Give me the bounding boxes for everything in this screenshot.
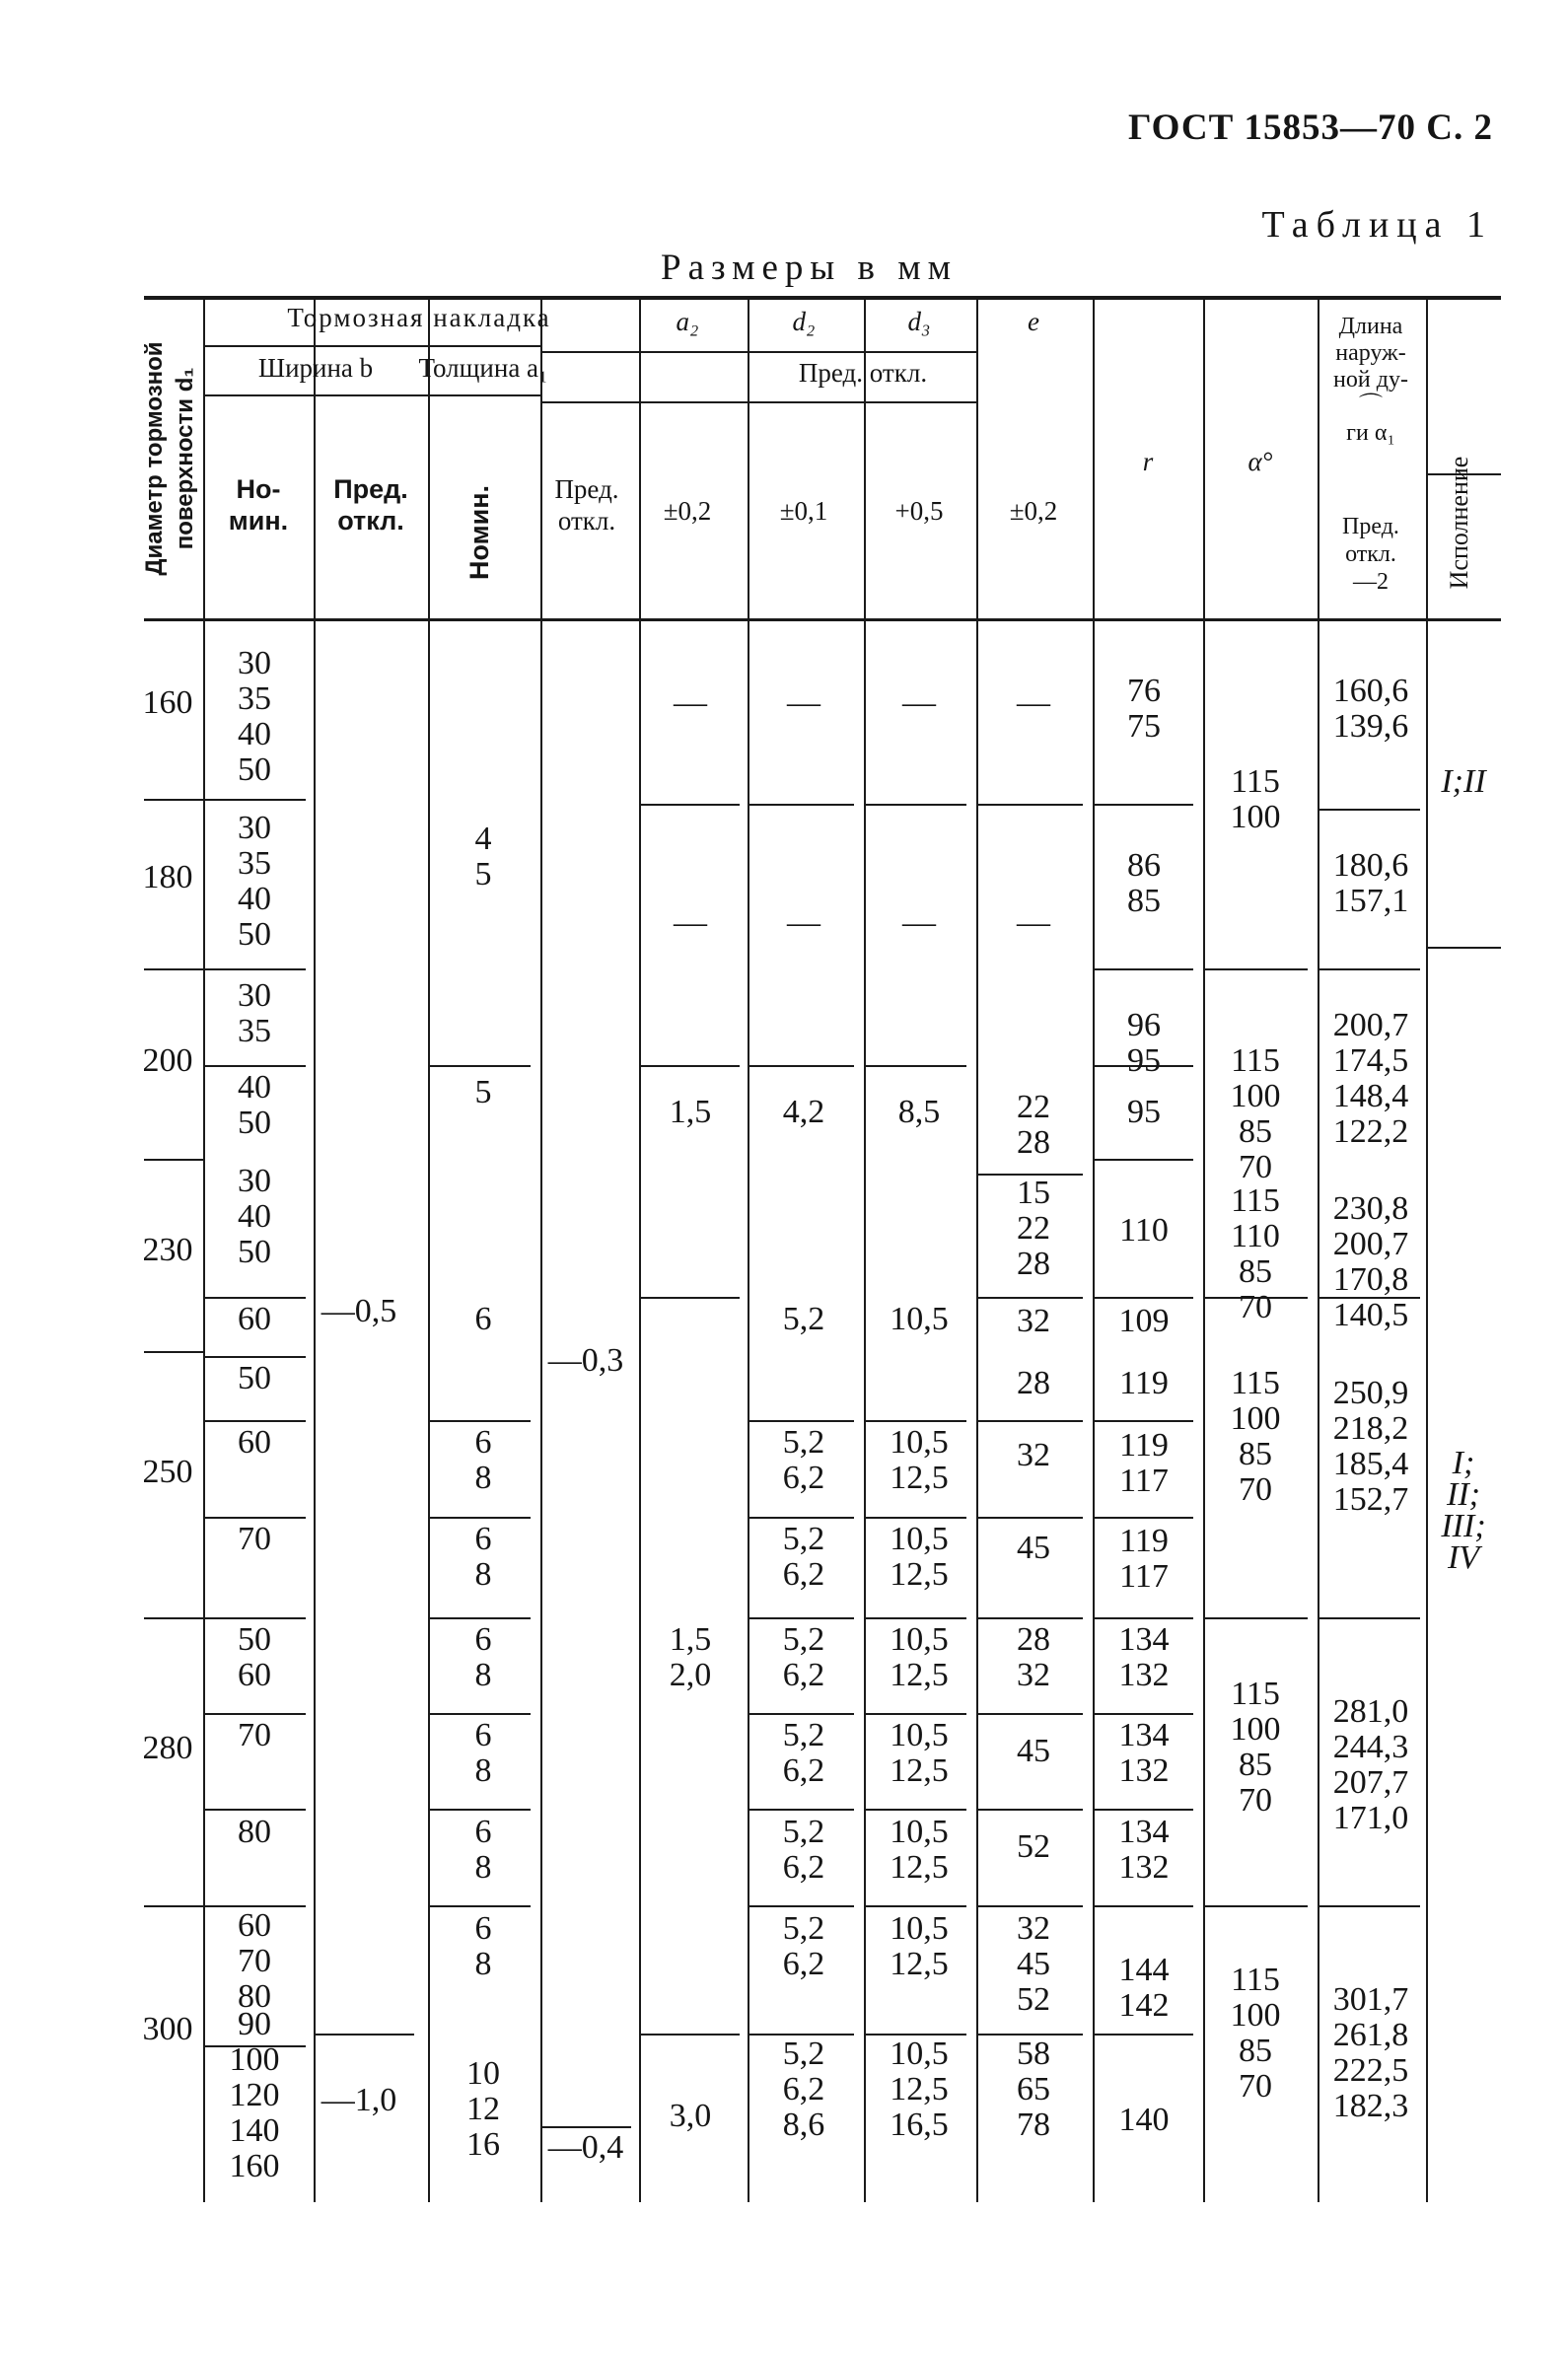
thickness-nominal: 6 8 <box>474 1910 492 1982</box>
e-value: 32 45 52 <box>1017 1910 1050 2018</box>
rule-line <box>428 1905 531 1907</box>
width-nominal: 30 35 40 50 <box>238 645 271 788</box>
d3-value: — <box>902 904 936 941</box>
rule-line <box>203 1617 306 1619</box>
header-dev-group: Пред. откл. <box>798 358 928 388</box>
r-value: 119 <box>1119 1365 1169 1401</box>
width-deviation: —1,0 <box>321 2082 397 2118</box>
arc-length-value: 200,7 174,5 148,4 122,2 <box>1332 1007 1409 1150</box>
e-value: 45 <box>1017 1530 1050 1566</box>
alpha-value: 115 100 85 70 <box>1230 1042 1281 1185</box>
rule-line <box>1318 1617 1420 1619</box>
d1-value: 250 <box>142 1454 193 1490</box>
rule-line <box>976 1713 1083 1715</box>
rule-line <box>203 1356 306 1358</box>
d2-value: 5,2 6,2 <box>782 1424 825 1496</box>
rule-line <box>748 1809 854 1811</box>
header-tol-a2: ±0,2 <box>663 496 712 526</box>
r-value: 119 117 <box>1119 1523 1169 1595</box>
header-tol-d3: +0,5 <box>894 496 944 526</box>
thickness-deviation: —0,3 <box>547 1342 624 1379</box>
a2-value: 1,5 2,0 <box>669 1621 712 1693</box>
rule-line <box>428 1809 531 1811</box>
rule-line <box>976 296 978 2202</box>
d2-value: 5,2 6,2 <box>782 1910 825 1982</box>
r-value: 134 132 <box>1118 1717 1170 1789</box>
r-value: 109 <box>1118 1303 1170 1339</box>
d3-value: 10,5 12,5 <box>890 1814 949 1886</box>
rule-line <box>748 1617 854 1619</box>
width-nominal: 40 50 <box>238 1069 271 1141</box>
r-value: 134 132 <box>1118 1814 1170 1886</box>
rule-line <box>976 1905 1083 1907</box>
e-value: 15 22 28 <box>1017 1175 1050 1282</box>
thickness-nominal: 5 <box>474 1074 492 1110</box>
thickness-nominal: 6 8 <box>474 1717 492 1789</box>
rule-line <box>428 1617 531 1619</box>
header-d3: d₃ <box>907 307 931 336</box>
d3-value: 10,5 12,5 <box>890 1717 949 1789</box>
r-value: 86 85 <box>1127 847 1161 919</box>
rule-line <box>748 1065 854 1067</box>
header-thickness: Толщина a₁ <box>418 353 548 383</box>
d3-value: 10,5 12,5 <box>890 1910 949 1982</box>
d3-value: 10,5 12,5 <box>890 1521 949 1593</box>
a2-value: 3,0 <box>669 2098 712 2134</box>
rule-line <box>1093 1420 1193 1422</box>
rule-line <box>144 1159 203 1161</box>
width-nominal: 30 40 50 <box>238 1163 271 1270</box>
d2-value: — <box>787 904 820 941</box>
r-value: 144 142 <box>1118 1952 1170 2024</box>
arc-length-value: 230,8 200,7 170,8 140,5 <box>1332 1190 1409 1333</box>
rule-line <box>1203 1617 1308 1619</box>
header-arc-dev: Пред. откл. —2 <box>1342 514 1399 595</box>
e-value: 45 <box>1017 1733 1050 1769</box>
thickness-nominal: 6 8 <box>474 1424 492 1496</box>
e-value: 52 <box>1017 1828 1050 1865</box>
rule-line <box>1318 968 1420 970</box>
alpha-value: 115 100 85 70 <box>1230 1365 1281 1508</box>
width-nominal: 70 <box>238 1717 271 1753</box>
e-value: 28 <box>1017 1365 1050 1401</box>
rule-line <box>864 1065 966 1067</box>
rule-line <box>203 1809 306 1811</box>
rule-line <box>1093 1517 1193 1519</box>
arc-length-value: 250,9 218,2 185,4 152,7 <box>1332 1375 1409 1518</box>
width-nominal: 60 70 80 <box>238 1907 271 2015</box>
thickness-nominal: 4 5 <box>474 821 492 893</box>
e-value: — <box>1017 904 1050 941</box>
d3-value: 8,5 <box>897 1094 941 1130</box>
d1-value: 300 <box>142 2011 193 2047</box>
rule-line <box>144 968 203 970</box>
execution-value: I;II <box>1441 763 1486 800</box>
rule-line <box>540 2126 631 2128</box>
width-nominal: 50 <box>238 1360 271 1396</box>
rule-line <box>1318 296 1319 2202</box>
rule-line <box>1093 1905 1193 1907</box>
header-nom-b: Но- мин. <box>228 474 289 536</box>
thickness-nominal: 10 12 16 <box>466 2055 500 2163</box>
width-nominal: 60 <box>238 1424 271 1461</box>
e-value: 22 28 <box>1017 1089 1050 1161</box>
r-value: 119 117 <box>1119 1427 1169 1499</box>
rule-line <box>1203 296 1205 2202</box>
d3-value: 10,5 12,5 <box>890 1621 949 1693</box>
rule-line <box>314 394 316 618</box>
rule-line <box>144 1905 203 1907</box>
rule-line <box>748 1517 854 1519</box>
d2-value: 5,2 6,2 <box>782 1717 825 1789</box>
d2-value: 5,2 6,2 <box>782 1814 825 1886</box>
alpha-value: 115 110 85 70 <box>1231 1182 1280 1325</box>
rule-line <box>1318 1905 1420 1907</box>
header-tol-d2: ±0,1 <box>779 496 828 526</box>
e-value: 28 32 <box>1017 1621 1050 1693</box>
rule-line <box>144 296 1501 300</box>
rule-line <box>864 296 866 2202</box>
rule-line <box>976 1517 1083 1519</box>
e-value: — <box>1017 684 1050 721</box>
header-nom-a1: Номин. <box>464 484 494 581</box>
r-value: 110 <box>1119 1212 1169 1249</box>
rule-line <box>864 804 966 806</box>
e-value: 58 65 78 <box>1017 2036 1050 2143</box>
rule-line <box>203 1065 306 1067</box>
width-nominal: 80 <box>238 1814 271 1850</box>
rule-line <box>428 1420 531 1422</box>
rule-line <box>976 804 1083 806</box>
rule-line <box>976 1297 1083 1299</box>
width-nominal: 30 35 <box>238 977 271 1049</box>
d1-value: 180 <box>142 859 193 895</box>
rule-line <box>1426 947 1501 949</box>
rule-line <box>540 351 976 353</box>
rule-line <box>1203 1905 1308 1907</box>
d3-value: 10,5 12,5 <box>890 1424 949 1496</box>
rule-line <box>976 1420 1083 1422</box>
rule-line <box>144 618 1501 621</box>
r-value: 134 132 <box>1118 1621 1170 1693</box>
rule-line <box>203 394 540 396</box>
units-caption: Размеры в мм <box>661 248 959 288</box>
width-nominal: 70 <box>238 1521 271 1557</box>
rule-line <box>639 2034 740 2036</box>
header-execution: Исполнение <box>1445 456 1473 590</box>
thickness-nominal: 6 8 <box>474 1814 492 1886</box>
d1-value: 200 <box>142 1042 193 1079</box>
d2-value: — <box>787 684 820 721</box>
rule-line <box>203 799 306 801</box>
d2-value: 4,2 <box>782 1094 825 1130</box>
rule-line <box>428 355 430 618</box>
width-nominal: 90 100 120 140 160 <box>229 2006 280 2184</box>
thickness-deviation: —0,4 <box>547 2129 624 2166</box>
rule-line <box>864 1617 966 1619</box>
header-d1: Диаметр тормозной поверхности d₁ <box>141 341 198 576</box>
rule-line <box>1093 296 1095 2202</box>
rule-line <box>428 1517 531 1519</box>
d3-value: — <box>902 684 936 721</box>
header-dev-b: Пред. откл. <box>333 474 408 536</box>
header-width: Ширина b <box>257 353 374 383</box>
rule-line <box>864 1420 966 1422</box>
e-value: 32 <box>1017 1437 1050 1473</box>
rule-line <box>639 1065 740 1067</box>
rule-line <box>748 804 854 806</box>
d2-value: 5,2 6,2 <box>782 1621 825 1693</box>
rule-line <box>1093 1617 1193 1619</box>
d1-value: 280 <box>142 1730 193 1766</box>
rule-line <box>540 401 976 403</box>
rule-line <box>864 1809 966 1811</box>
rule-line <box>203 345 540 347</box>
d3-value: 10,5 <box>890 1301 949 1337</box>
rule-line <box>639 296 641 2202</box>
d2-value: 5,2 6,2 <box>782 1521 825 1593</box>
rule-line <box>976 1809 1083 1811</box>
r-value: 76 75 <box>1127 673 1161 745</box>
e-value: 32 <box>1017 1303 1050 1339</box>
arc-length-value: 180,6 157,1 <box>1332 847 1409 919</box>
header-e: e <box>1028 307 1039 336</box>
rule-line <box>976 1617 1083 1619</box>
a2-value: — <box>674 904 707 941</box>
rule-line <box>864 1517 966 1519</box>
a2-value: 1,5 <box>669 1094 712 1130</box>
rule-line <box>639 1297 740 1299</box>
header-a2: a₂ <box>676 307 699 336</box>
header-arc: Длина наруж- ной ду- ⌒ ги α₁ <box>1333 314 1408 446</box>
alpha-value: 115 100 85 70 <box>1230 1676 1281 1819</box>
rule-line <box>864 1713 966 1715</box>
rule-line <box>203 1420 306 1422</box>
arc-length-value: 160,6 139,6 <box>1332 673 1409 745</box>
rule-line <box>203 1517 306 1519</box>
width-nominal: 30 35 40 50 <box>238 810 271 953</box>
rule-line <box>428 1065 531 1067</box>
header-alpha: α° <box>1247 447 1273 476</box>
header-dev-a1: Пред. откл. <box>554 474 619 536</box>
rule-line <box>314 2034 414 2036</box>
rule-line <box>1093 2034 1193 2036</box>
header-d2: d₂ <box>792 307 816 336</box>
page-header: ГОСТ 15853—70 С. 2 <box>1128 107 1493 148</box>
rule-line <box>1093 1159 1193 1161</box>
rule-line <box>1093 804 1193 806</box>
rule-line <box>428 1713 531 1715</box>
r-value: 95 <box>1127 1094 1161 1130</box>
width-nominal: 60 <box>238 1301 271 1337</box>
rule-line <box>540 296 542 2202</box>
rule-line <box>1426 296 1428 2202</box>
thickness-nominal: 6 8 <box>474 1621 492 1693</box>
rule-line <box>1093 1809 1193 1811</box>
header-tol-e: ±0,2 <box>1009 496 1058 526</box>
r-value: 96 95 <box>1127 1007 1161 1079</box>
rule-line <box>1093 968 1193 970</box>
rule-line <box>864 1905 966 1907</box>
rule-line <box>203 1713 306 1715</box>
rule-line <box>748 1420 854 1422</box>
d2-value: 5,2 6,2 8,6 <box>782 2036 825 2143</box>
rule-line <box>748 296 749 2202</box>
alpha-value: 115 100 <box>1230 763 1281 835</box>
rule-line <box>748 1905 854 1907</box>
rule-line <box>144 799 203 801</box>
alpha-value: 115 100 85 70 <box>1230 1962 1281 2105</box>
table-number: Таблица 1 <box>1261 204 1493 246</box>
width-nominal: 50 60 <box>238 1621 271 1693</box>
rule-line <box>144 1351 203 1353</box>
r-value: 140 <box>1118 2102 1170 2138</box>
rule-line <box>203 968 306 970</box>
header-lining: Тормозная накладка <box>287 303 551 332</box>
rule-line <box>144 1617 203 1619</box>
arc-length-value: 281,0 244,3 207,7 171,0 <box>1332 1693 1409 1836</box>
rule-line <box>203 1297 306 1299</box>
d3-value: 10,5 12,5 16,5 <box>890 2036 949 2143</box>
rule-line <box>1203 968 1308 970</box>
rule-line <box>639 804 740 806</box>
thickness-nominal: 6 <box>474 1301 492 1337</box>
rule-line <box>1318 809 1420 811</box>
rule-line <box>1093 1297 1193 1299</box>
rule-line <box>748 1713 854 1715</box>
d2-value: 5,2 <box>782 1301 825 1337</box>
arc-length-value: 301,7 261,8 222,5 182,3 <box>1332 1981 1409 2124</box>
rule-line <box>1093 1713 1193 1715</box>
thickness-nominal: 6 8 <box>474 1521 492 1593</box>
a2-value: — <box>674 684 707 721</box>
d1-value: 160 <box>142 684 193 721</box>
width-deviation: —0,5 <box>321 1293 397 1329</box>
execution-value: I; II; III; IV <box>1441 1445 1486 1576</box>
d1-value: 230 <box>142 1232 193 1268</box>
header-r: r <box>1142 447 1154 476</box>
